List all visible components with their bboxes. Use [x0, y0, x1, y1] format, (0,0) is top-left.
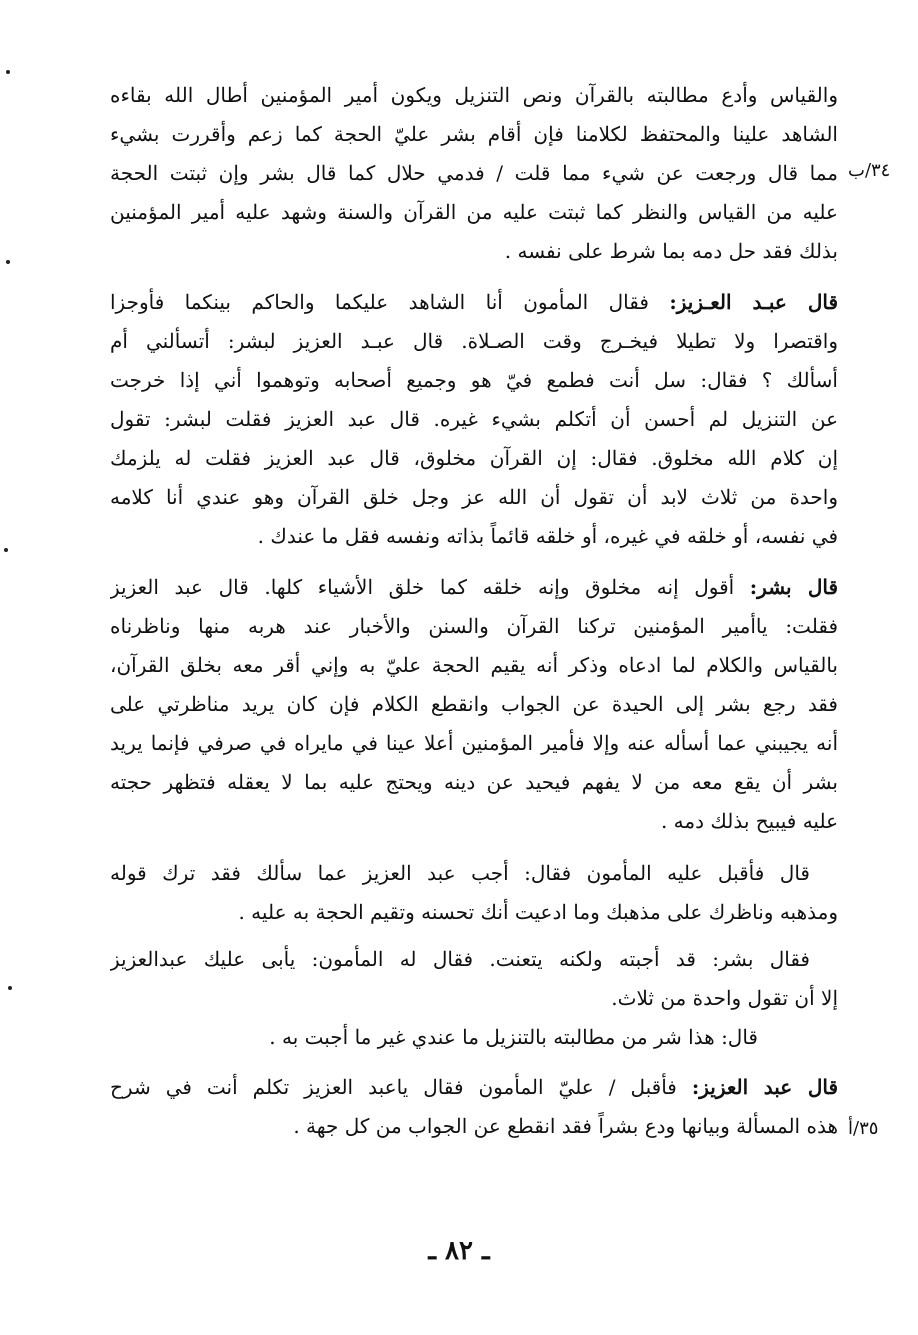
- text-line: بالقياس والكلام لما ادعاه وذكر أنه يقيم الحجة عليّ به وإني أقر معه بخلق القرآن،: [110, 653, 838, 677]
- margin-folio-note: ٣٥/أ: [848, 1118, 879, 1139]
- text-line: أسألك ؟ فقال: سل أنت فطمع فيّ هو وجميع أصحابه وتوهموا أني إذا خرجت: [110, 368, 838, 392]
- scan-speck: [6, 70, 10, 74]
- text-line: في نفسه، أو خلقه في غيره، أو خلقه قائماً بذاته ونفسه فقل ما عندك .: [257, 524, 838, 548]
- text-line: أنه يجيبني عما أسأله عنه وإلا فأمير المؤمنين أعلا عينا في مايراه في صرفي فإنما يريد: [110, 731, 838, 755]
- text-line: [110, 283, 838, 322]
- line-text: فقال المأمون أنا الشاهد عليكما والحاكم بينكما فأوجزا: [110, 290, 649, 314]
- margin-folio-note: ٣٤/ب: [848, 160, 891, 181]
- text-line: فقلت: ياأمير المؤمنين تركنا القرآن والسنن والأخبار عند هربه منها وناظرناه: [110, 614, 838, 638]
- text-line: بذلك فقد حل دمه بما شرط على نفسه .: [504, 239, 838, 263]
- paragraph: [110, 1068, 838, 1146]
- page-number: ـ ٨٢ ـ: [428, 1236, 490, 1266]
- speaker-label: قال عبـد العـزيز:: [669, 290, 838, 314]
- text-line: عليه فيبيح بذلك دمه .: [660, 809, 838, 833]
- speaker-label: قال بشر:: [749, 575, 838, 599]
- text-line: فقد رجع بشر إلى الحيدة عن الجواب وانقطع الكلام فإن كان يريد مناظرتي على: [110, 692, 838, 716]
- text-line: إن كلام الله مخلوق. فقال: إن القرآن مخلوق، قال عبد العزيز فقلت له يلزمك: [110, 446, 838, 470]
- line-text: أقول إنه مخلوق وإنه خلقه كما خلق الأشياء كلها. قال عبد العزيز: [110, 575, 735, 599]
- text-line: مما قال ورجعت عن شيء مما قلت / فدمي حلال كما قال بشر وإن ثبتت الحجة: [110, 161, 838, 185]
- paragraph: [110, 940, 838, 1018]
- scan-speck: [8, 986, 12, 990]
- text-line: قال: هذا شر من مطالبته بالتنزيل ما عندي غير ما أجبت به .: [269, 1025, 758, 1049]
- text-line: والقياس وأدع مطالبته بالقرآن ونص التنزيل ويكون أمير المؤمنين أطال الله بقاءه: [110, 83, 838, 107]
- paragraph: [110, 854, 838, 932]
- scan-speck: [6, 260, 10, 264]
- text-line: واقتصرا ولا تطيلا فيخـرج وقت الصـلاة. قال عبـد العزيز لبشر: أتسألني أم: [110, 329, 838, 353]
- paragraph: [110, 568, 838, 841]
- text-line: ومذهبه وناظرك على مذهبك وما ادعيت أنك تحسنه وتقيم الحجة به عليه .: [238, 900, 838, 924]
- paragraph: [110, 76, 838, 271]
- text-line: عن التنزيل لم أحسن أن أتكلم بشيء غيره. قال عبد العزيز فقلت لبشر: تقول: [110, 407, 838, 431]
- text-line: فقال بشر: قد أجبته ولكنه يتعنت. فقال له المأمون: يأبى عليك عبدالعزيز: [110, 947, 810, 971]
- paragraph: [110, 283, 838, 556]
- line-text: فأقبل / عليّ المأمون فقال ياعبد العزيز تكلم أنت في شرح: [110, 1075, 677, 1099]
- text-line: هذه المسألة وبيانها ودع بشراً فقد انقطع عن الجواب من كل جهة .: [293, 1114, 838, 1138]
- scan-speck: [4, 548, 8, 552]
- text-line: بشر أن يقع معه من لا يفهم فيحيد عن دينه ويحتج عليه بما لا يعقله فتظهر حجته: [110, 770, 838, 794]
- text-line: عليه من القياس والنظر كما ثبتت عليه من القرآن والسنة وشهد عليه أمير المؤمنين: [110, 200, 838, 224]
- speaker-label: قال عبد العزيز:: [691, 1075, 838, 1099]
- paragraph: [110, 1018, 838, 1057]
- text-line: واحدة من ثلاث لابد أن تقول أن الله عز وجل خلق القرآن وهو عندي أنا كلامه: [110, 485, 838, 509]
- text-line: الشاهد علينا والمحتفظ لكلامنا فإن أقام بشر عليّ الحجة كما زعم وأقررت بشيء: [110, 122, 838, 146]
- text-line: [110, 568, 838, 607]
- text-line: قال فأقبل عليه المأمون فقال: أجب عبد العزيز عما سألك فقد ترك قوله: [110, 861, 810, 885]
- text-line: [110, 1068, 838, 1107]
- text-line: إلا أن تقول واحدة من ثلاث.: [611, 986, 838, 1010]
